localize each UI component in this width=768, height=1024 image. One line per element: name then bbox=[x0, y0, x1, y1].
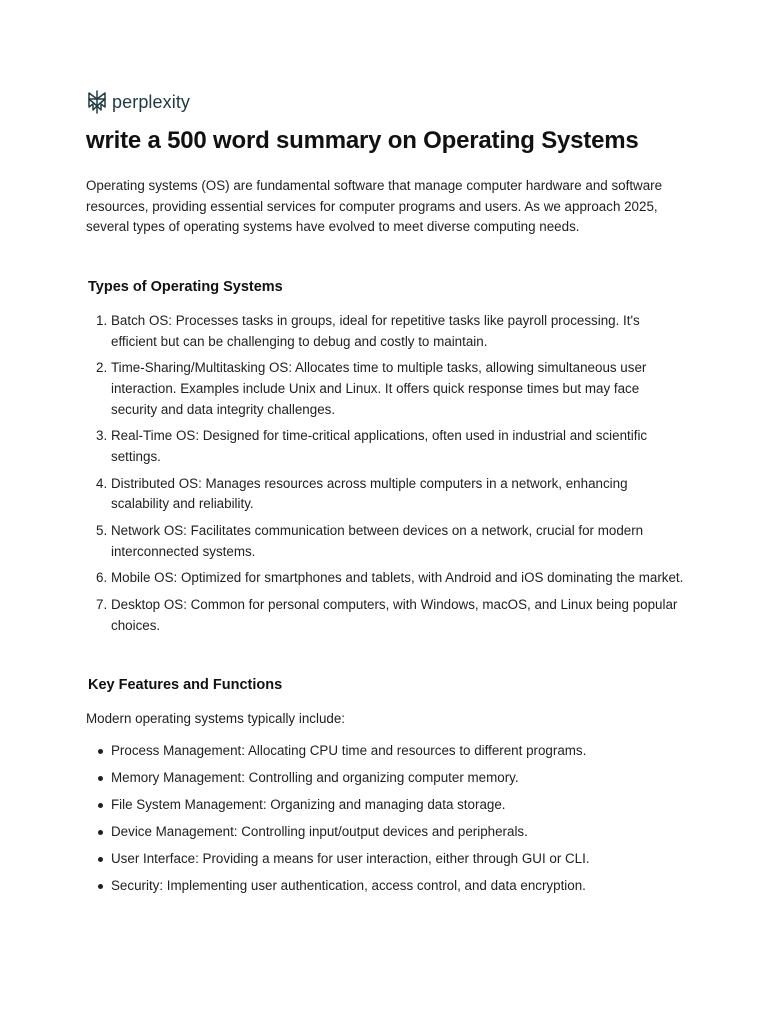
document-title: write a 500 word summary on Operating Systems bbox=[86, 127, 639, 154]
list-item-text: Distributed OS: Manages resources across multiple computers in a network, enhancing scalability and reliability. bbox=[111, 475, 628, 512]
section-heading-types: Types of Operating Systems bbox=[88, 279, 283, 295]
list-item-text: Security: Implementing user authentication, access control, and data encryption. bbox=[111, 877, 586, 893]
list-item bbox=[86, 741, 686, 762]
list-item bbox=[86, 822, 686, 843]
bullet-icon bbox=[98, 776, 103, 781]
list-item-number: 7. bbox=[96, 597, 108, 613]
intro-paragraph: Operating systems (OS) are fundamental software that manage computer hardware and software resources, providing essential services for computer programs and users. As we approach 2025, several types of operating systems have evolved to meet diverse computing needs. bbox=[86, 178, 663, 235]
list-item-text: User Interface: Providing a means for user interaction, either through GUI or CLI. bbox=[111, 850, 590, 866]
list-item-number: 5. bbox=[96, 523, 108, 539]
list-item-number: 1. bbox=[96, 313, 108, 328]
list-item bbox=[86, 311, 686, 352]
list-item bbox=[86, 358, 686, 420]
list-item-text: Device Management: Controlling input/output devices and peripherals. bbox=[111, 823, 528, 839]
list-item-number: 3. bbox=[96, 428, 108, 444]
list-item bbox=[86, 876, 686, 897]
bullet-icon bbox=[98, 884, 103, 889]
list-item bbox=[86, 474, 686, 515]
list-item bbox=[86, 768, 686, 789]
list-item-text: Real-Time OS: Designed for time-critical applications, often used in industrial and scientific settings. bbox=[111, 428, 648, 464]
list-item bbox=[86, 795, 686, 816]
list-item bbox=[86, 521, 686, 562]
list-item-number: 2. bbox=[96, 360, 108, 376]
list-item-text: Time-Sharing/Multitasking OS: Allocates time to multiple tasks, allowing simultaneous user interaction. Examples include Unix and Linux. It offers quick response times but may face security and data integrity challenges. bbox=[111, 360, 647, 417]
list-item bbox=[86, 595, 686, 636]
bullet-icon bbox=[98, 749, 103, 754]
list-item bbox=[86, 426, 686, 467]
brand-header bbox=[86, 90, 190, 114]
bullet-icon bbox=[98, 857, 103, 862]
features-list bbox=[86, 741, 686, 903]
list-item-text: Batch OS: Processes tasks in groups, ideal for repetitive tasks like payroll processing. It's efficient but can be challenging to debug and costly to maintain. bbox=[111, 313, 640, 349]
list-item-text: Desktop OS: Common for personal computers, with Windows, macOS, and Linux being popular choices. bbox=[111, 597, 678, 633]
brand-name: perplexity bbox=[112, 91, 191, 112]
features-intro: Modern operating systems typically include: bbox=[86, 711, 346, 726]
list-item-text: Mobile OS: Optimized for smartphones and tablets, with Android and iOS dominating the market. bbox=[111, 570, 684, 586]
list-item-text: Memory Management: Controlling and organizing computer memory. bbox=[111, 769, 519, 785]
bullet-icon bbox=[98, 803, 103, 808]
section-heading-features: Key Features and Functions bbox=[88, 677, 283, 693]
list-item bbox=[86, 849, 686, 870]
list-item-number: 6. bbox=[96, 570, 108, 586]
bullet-icon bbox=[98, 830, 103, 835]
list-item-text: Process Management: Allocating CPU time and resources to different programs. bbox=[111, 743, 587, 758]
list-item-number: 4. bbox=[96, 475, 108, 491]
list-item-text: File System Management: Organizing and managing data storage. bbox=[111, 796, 506, 812]
types-list bbox=[86, 311, 686, 643]
perplexity-logo-icon bbox=[86, 90, 108, 114]
list-item bbox=[86, 568, 686, 589]
list-item-text: Network OS: Facilitates communication between devices on a network, crucial for modern interconnected systems. bbox=[111, 523, 644, 559]
